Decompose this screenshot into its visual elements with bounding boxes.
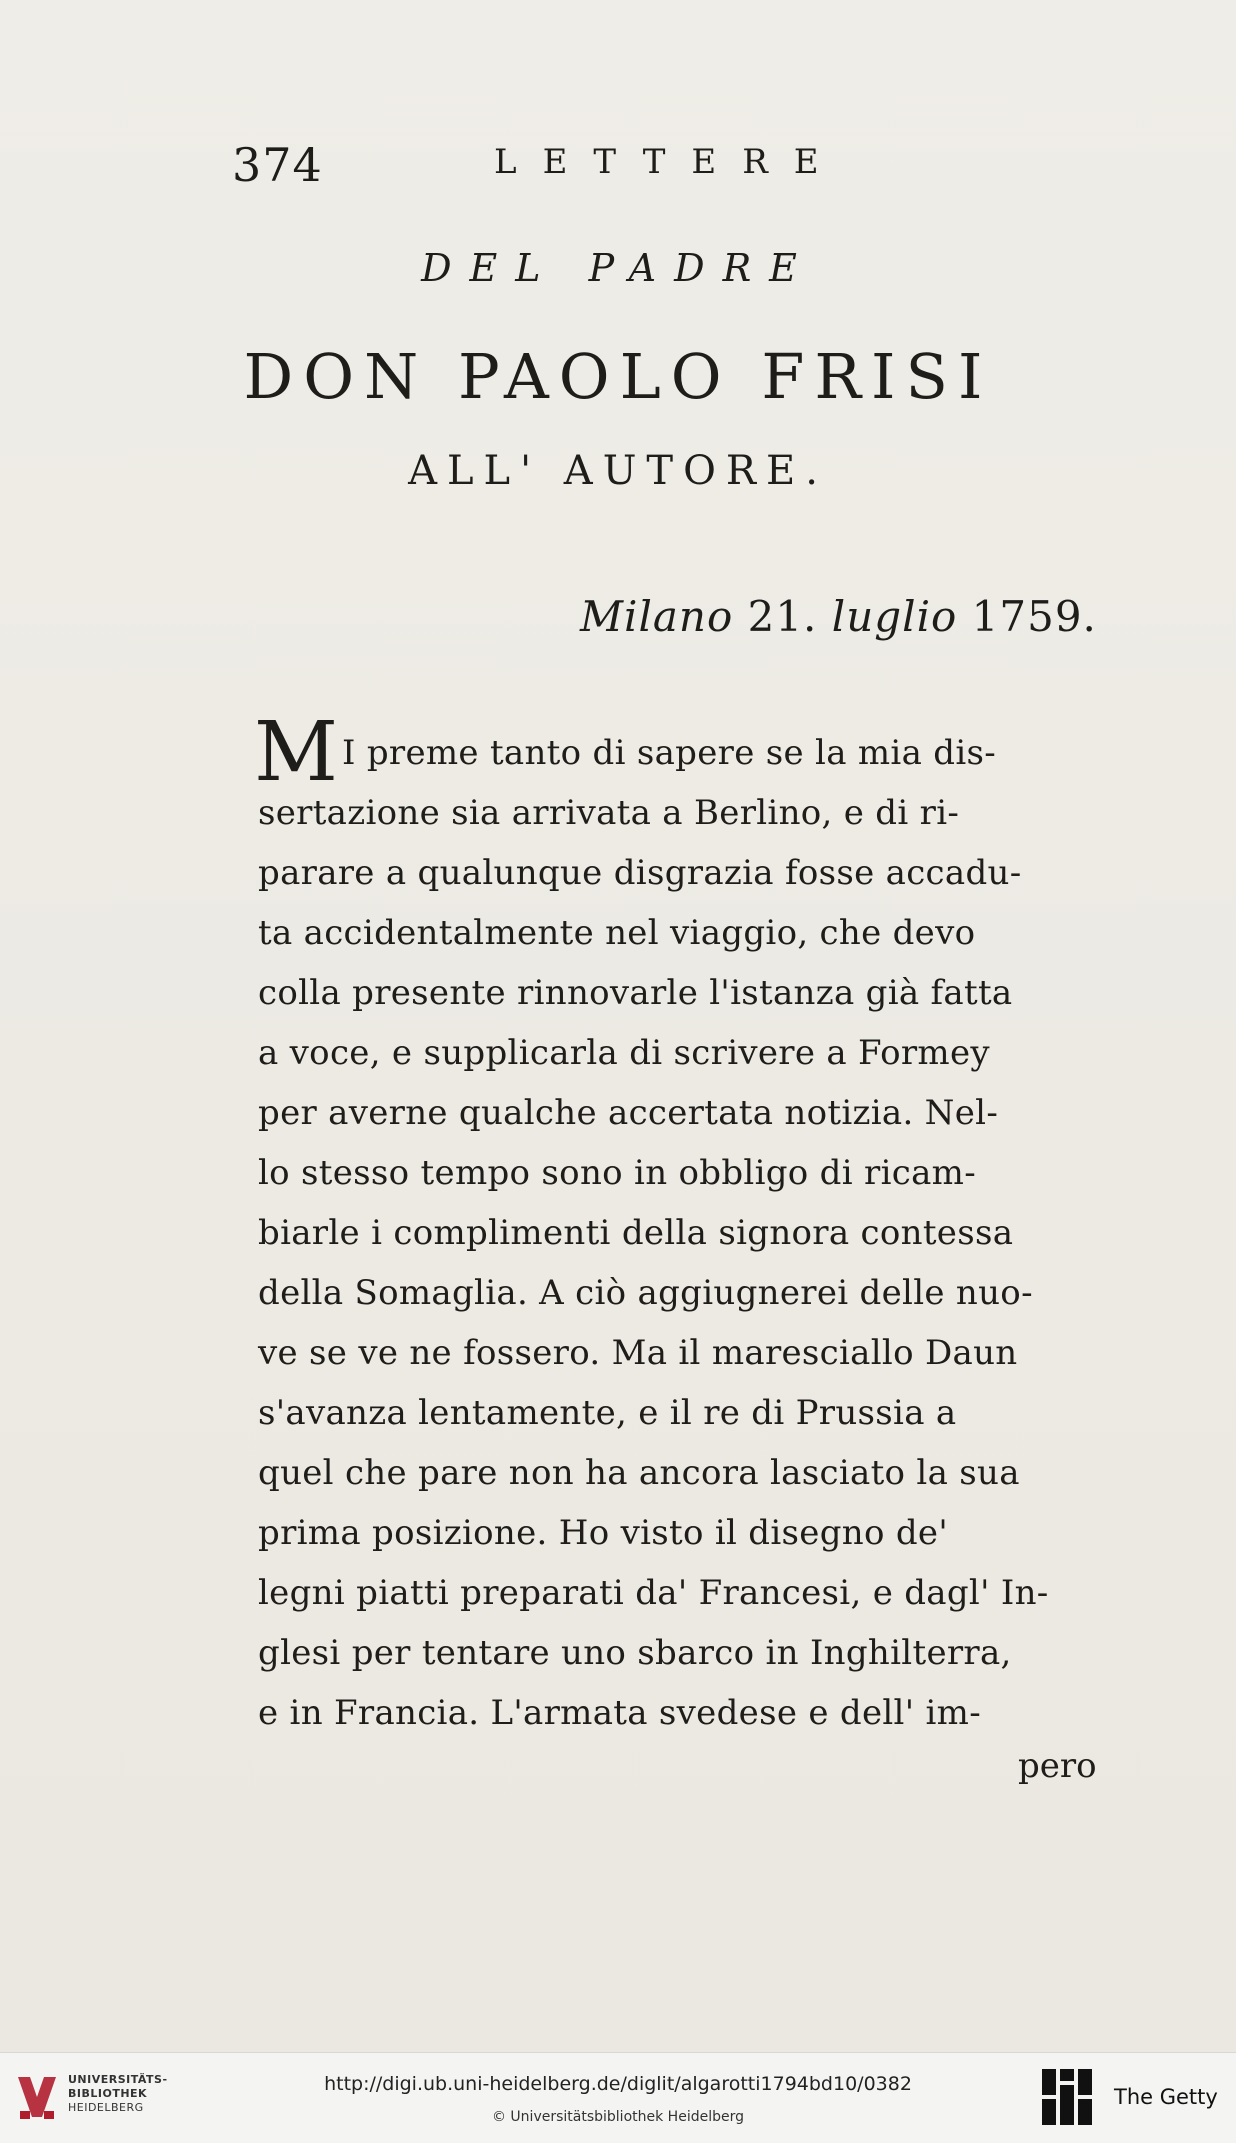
- body-line: parare a qualunque disgrazia fosse accadu-: [258, 853, 1022, 893]
- dateline: [580, 592, 1097, 641]
- body-line: per averne qualche accertata notizia. Nel-: [258, 1093, 999, 1133]
- getty-name: The Getty: [1114, 2085, 1218, 2109]
- body-line: a voce, e supplicarla di scrivere a Formey: [258, 1033, 990, 1073]
- library-name-line-1: UNIVERSITÄTS-: [68, 2073, 168, 2086]
- title-line-1: DEL PADRE: [421, 246, 815, 290]
- body-line: colla presente rinnovarle l'istanza già fatta: [258, 973, 1013, 1013]
- getty-logo-icon[interactable]: [1040, 2067, 1096, 2127]
- permalink-url[interactable]: http://digi.ub.uni-heidelberg.de/diglit/algarotti1794bd10/0382: [324, 2073, 912, 2095]
- library-name-line-2: BIBLIOTHEK: [68, 2087, 148, 2100]
- dateline-place: Milano: [580, 592, 734, 641]
- dateline-day: 21.: [747, 592, 818, 641]
- viewer-footer: [0, 2052, 1236, 2143]
- drop-cap: M: [254, 705, 338, 800]
- catchword: pero: [1018, 1746, 1097, 1786]
- body-line: sertazione sia arrivata a Berlino, e di ri-: [258, 793, 960, 833]
- copyright-notice: © Universitätsbibliothek Heidelberg: [491, 2109, 744, 2125]
- title-line-3: ALL' AUTORE.: [408, 448, 828, 494]
- dateline-month: luglio: [831, 592, 958, 641]
- running-head: [232, 138, 912, 198]
- body-line: lo stesso tempo sono in obbligo di ricam-: [258, 1153, 976, 1193]
- dateline-year: 1759.: [971, 592, 1097, 641]
- body-line: prima posizione. Ho visto il disegno de': [258, 1513, 948, 1553]
- body-line: s'avanza lentamente, e il re di Prussia a: [258, 1393, 957, 1433]
- body-line: ve se ve ne fossero. Ma il maresciallo Daun: [258, 1333, 1018, 1373]
- page-number: 374: [232, 138, 323, 192]
- body-line: quel che pare non ha ancora lasciato la sua: [258, 1453, 1020, 1493]
- body-line: ta accidentalmente nel viaggio, che devo: [258, 913, 976, 953]
- library-name-line-3: HEIDELBERG: [68, 2101, 144, 2114]
- running-title: LETTERE: [494, 142, 845, 182]
- body-line: biarle i complimenti della signora contessa: [258, 1213, 1014, 1253]
- body-line: della Somaglia. A ciò aggiugnerei delle nuo-: [258, 1273, 1033, 1313]
- body-line: I preme tanto di sapere se la mia dis-: [342, 733, 997, 773]
- title-line-2: DON PAOLO FRISI: [243, 340, 993, 413]
- body-line: e in Francia. L'armata svedese e dell' im-: [258, 1693, 981, 1733]
- body-line: legni piatti preparati da' Francesi, e dagl' In-: [258, 1573, 1049, 1613]
- body-line: glesi per tentare uno sbarco in Inghilterra,: [258, 1633, 1012, 1673]
